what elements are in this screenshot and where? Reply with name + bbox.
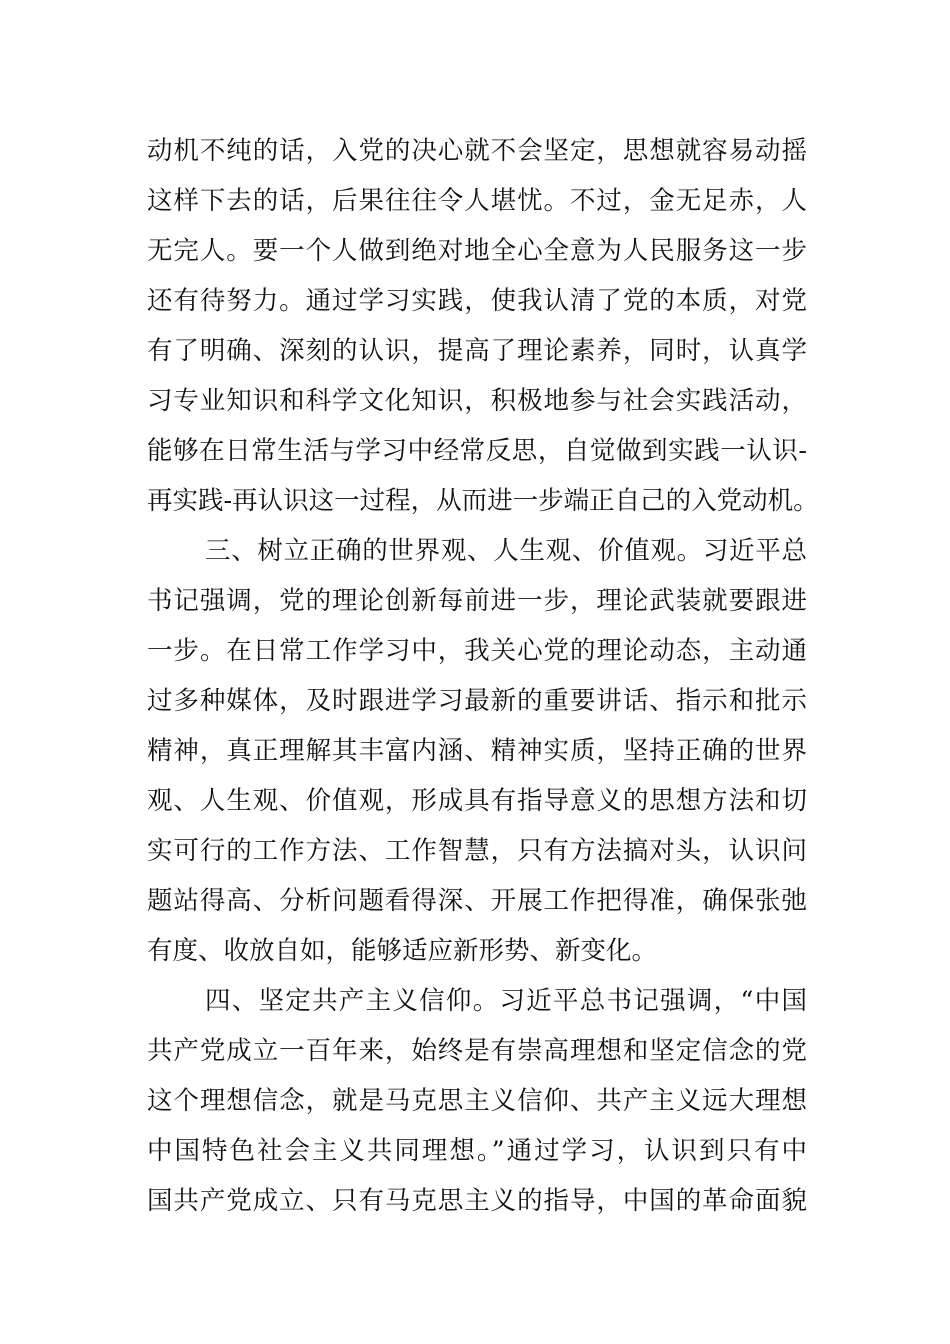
text-line: 过多种媒体，及时跟进学习最新的重要讲话、指示和批示: [147, 686, 807, 716]
text-line: 这个理想信念，就是马克思主义信仰、共产主义远大理想: [147, 1086, 807, 1116]
text-line: 这样下去的话，后果往往令人堪忧。不过，金无足赤，人: [147, 186, 807, 216]
text-line: 习专业知识和科学文化知识，积极地参与社会实践活动，: [147, 386, 807, 416]
text-line: 中国特色社会主义共同理想。”通过学习，认识到只有中: [147, 1136, 807, 1166]
text-line: 无完人。要一个人做到绝对地全心全意为人民服务这一步: [147, 236, 807, 266]
text-line: 有了明确、深刻的认识，提高了理论素养，同时，认真学: [147, 336, 807, 366]
text-line: 共产党成立一百年来，始终是有崇高理想和坚定信念的党: [147, 1036, 807, 1066]
text-line: 观、人生观、价值观，形成具有指导意义的思想方法和切: [147, 786, 807, 816]
text-line: 有度、收放自如，能够适应新形势、新变化。: [147, 936, 658, 966]
text-line: 能够在日常生活与学习中经常反思，自觉做到实践一认识-: [147, 436, 807, 466]
text-line: 还有待努力。通过学习实践，使我认清了党的本质，对党: [147, 286, 807, 316]
section-heading-line: 四、坚定共产主义信仰。习近平总书记强调，“中国: [205, 986, 807, 1016]
text-line: 实可行的工作方法、工作智慧，只有方法搞对头，认识问: [147, 836, 807, 866]
section-heading-line: 三、树立正确的世界观、人生观、价值观。习近平总: [205, 536, 807, 566]
text-line: 再实践-再认识这一过程，从而进一步端正自己的入党动机。: [147, 486, 819, 516]
text-line: 一步。在日常工作学习中，我关心党的理论动态，主动通: [147, 636, 807, 666]
text-line: 国共产党成立、只有马克思主义的指导，中国的革命面貌: [147, 1186, 807, 1216]
text-line: 题站得高、分析问题看得深、开展工作把得准，确保张弛: [147, 886, 807, 916]
document-body: [147, 126, 819, 1226]
text-line: 书记强调，党的理论创新每前进一步，理论武装就要跟进: [147, 586, 807, 616]
text-line: 动机不纯的话，入党的决心就不会坚定，思想就容易动摇: [147, 136, 807, 166]
text-line: 精神，真正理解其丰富内涵、精神实质，坚持正确的世界: [147, 736, 807, 766]
